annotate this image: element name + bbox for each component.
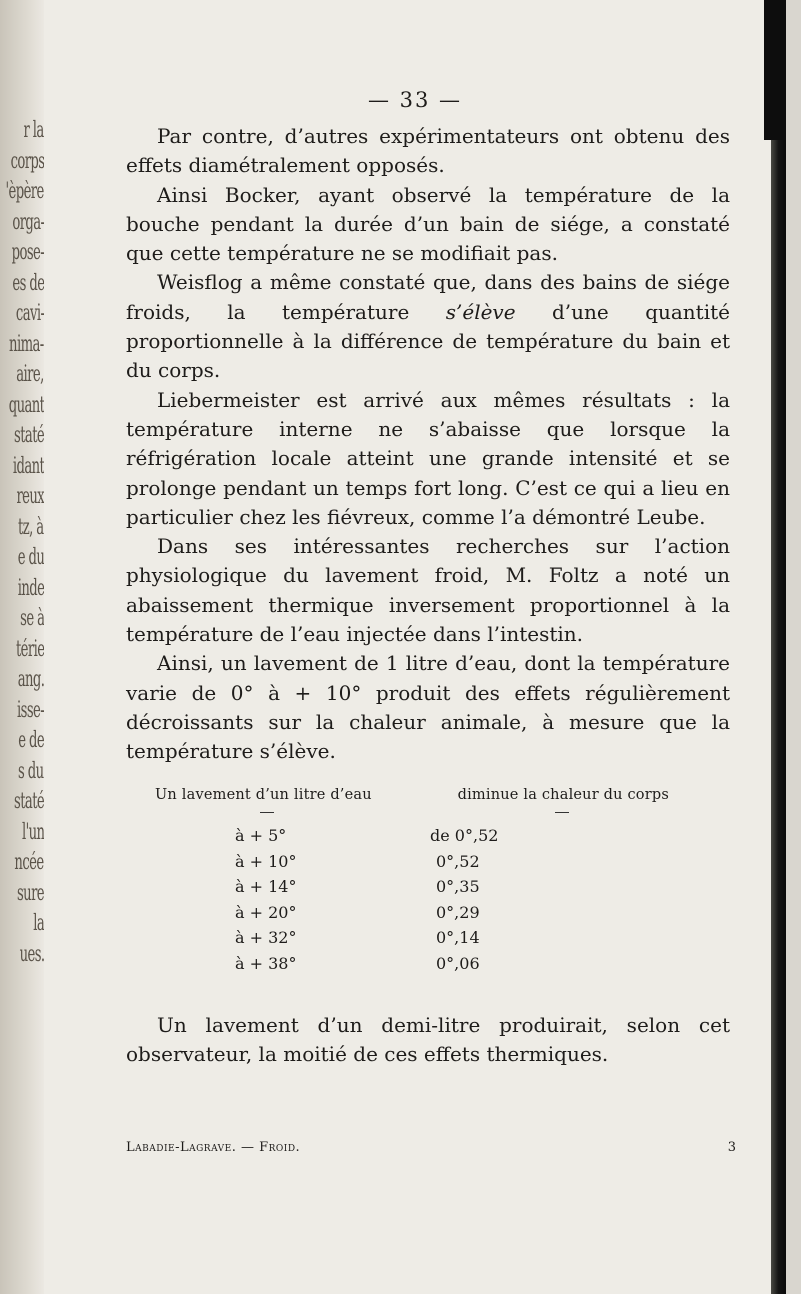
table-col2-header: diminue la chaleur du corps — [457, 787, 669, 803]
facing-page-fragment: sure — [16, 880, 44, 906]
table-row — [139, 849, 709, 875]
table-row — [139, 951, 709, 977]
page-edge-shadow — [771, 0, 786, 1294]
facing-page-fragment: es de — [11, 270, 44, 296]
temperature-table — [139, 787, 709, 976]
facing-page-fragment: staté — [13, 423, 44, 448]
facing-page-fragment: se à — [19, 606, 44, 631]
table-row — [139, 900, 709, 926]
facing-page-fragment: pose- — [11, 240, 44, 265]
temperature-decrease: 0°,52 — [436, 851, 480, 871]
facing-page-fragment: aire, — [16, 362, 44, 387]
facing-page-fragment: ues. — [19, 941, 44, 967]
footer-authors: Labadie-Lagrave. — Froid. — [126, 1140, 301, 1155]
facing-page-fragment: la — [33, 911, 44, 936]
facing-page-gutter — [0, 0, 44, 1294]
facing-page-fragment: 'èpère — [5, 179, 44, 204]
temperature-decrease: 0°,29 — [436, 902, 480, 922]
facing-page-fragment: cavi- — [15, 301, 44, 326]
table-row — [139, 874, 709, 900]
temperature-decrease: 0°,14 — [436, 928, 480, 948]
facing-page-fragment: orga- — [11, 209, 44, 235]
paragraph: Par contre, d’autres expérimentateurs ont obtenu des effets diamétralement opposés. — [126, 124, 730, 178]
page-number: — 33 — — [367, 88, 463, 112]
facing-page-fragment: nima- — [9, 331, 44, 357]
temperature-decrease: 0°,06 — [436, 953, 480, 973]
page-edge-shadow-top — [764, 0, 786, 140]
page-footer — [126, 1140, 736, 1155]
facing-page-fragment: s du — [18, 758, 44, 784]
italic-emphasis: s’élève — [445, 299, 516, 324]
water-temperature: à + 38° — [235, 953, 297, 973]
facing-page-fragment: isse- — [16, 697, 44, 723]
closing-text — [126, 1011, 730, 1070]
footer-signature: 3 — [727, 1140, 736, 1155]
facing-page-fragment: l'un — [21, 819, 44, 845]
facing-page-fragment: e du — [17, 545, 44, 570]
water-temperature: à + 32° — [235, 928, 297, 948]
facing-page-fragment: staté — [13, 789, 44, 814]
facing-page-fragment: tz, à — [18, 514, 44, 540]
paragraph-weisflog: Weisflog a même constaté que, dans des bains de siége froids, la température s’élève d’une quantité proportionnelle à la différence de température du bain et du corps. — [126, 270, 730, 383]
divider — [555, 812, 569, 823]
water-temperature: à + 5° — [235, 826, 287, 846]
water-temperature: à + 14° — [235, 877, 297, 897]
main-text — [126, 122, 730, 767]
paragraph: Liebermeister est arrivé aux mêmes résultats : la température interne ne s’abaisse que lorsque la réfrigération locale atteint une grande intensité et se prolonge pendant un temps fort long. C’est ce qui a lieu en particulier chez les fiévreux, comme l’a démontré Leube. — [126, 387, 730, 529]
temperature-decrease: 0°,35 — [436, 877, 480, 897]
facing-page-fragment: idant — [12, 453, 44, 479]
facing-page-fragment: e de — [18, 728, 44, 753]
table-col1-header: Un lavement d’un litre d’eau — [155, 787, 372, 803]
table-row — [139, 823, 709, 849]
facing-page-fragment: térie — [15, 636, 44, 662]
water-temperature: à + 10° — [235, 851, 297, 871]
facing-page-fragment: r la — [23, 118, 44, 143]
book-page — [44, 0, 786, 1294]
paragraph: Ainsi, un lavement de 1 litre d’eau, dont la température varie de 0° à + 10° produit des effets régulièrement décroissants sur la chaleur animale, à mesure que la température s’élève. — [126, 651, 730, 764]
facing-page-fragment: inde — [17, 575, 44, 601]
facing-page-fragment: corps — [10, 148, 44, 174]
facing-page-fragment: quant — [8, 392, 44, 418]
temperature-decrease: de 0°,52 — [430, 826, 499, 846]
table-body — [139, 823, 709, 976]
paragraph: Ainsi Bocker, ayant observé la température de la bouche pendant la durée d’un bain de siége, a constaté que cette température ne se modifiait pas. — [126, 182, 730, 266]
facing-page-fragment: ang. — [17, 667, 44, 692]
facing-page-fragment: reux — [16, 484, 44, 509]
facing-page-fragment: ncée — [14, 850, 44, 875]
table-header — [139, 787, 709, 803]
paragraph: Dans ses intéressantes recherches sur l’action physiologique du lavement froid, M. Foltz a noté un abaissement thermique inversement proportionnel à la température de l’eau injectée dans l’intestin. — [126, 534, 730, 647]
table-row — [139, 925, 709, 951]
divider — [260, 812, 274, 823]
paragraph: Un lavement d’un demi-litre produirait, selon cet observateur, la moitié de ces effets thermiques. — [126, 1013, 730, 1067]
water-temperature: à + 20° — [235, 902, 297, 922]
header-dashes — [139, 803, 709, 823]
